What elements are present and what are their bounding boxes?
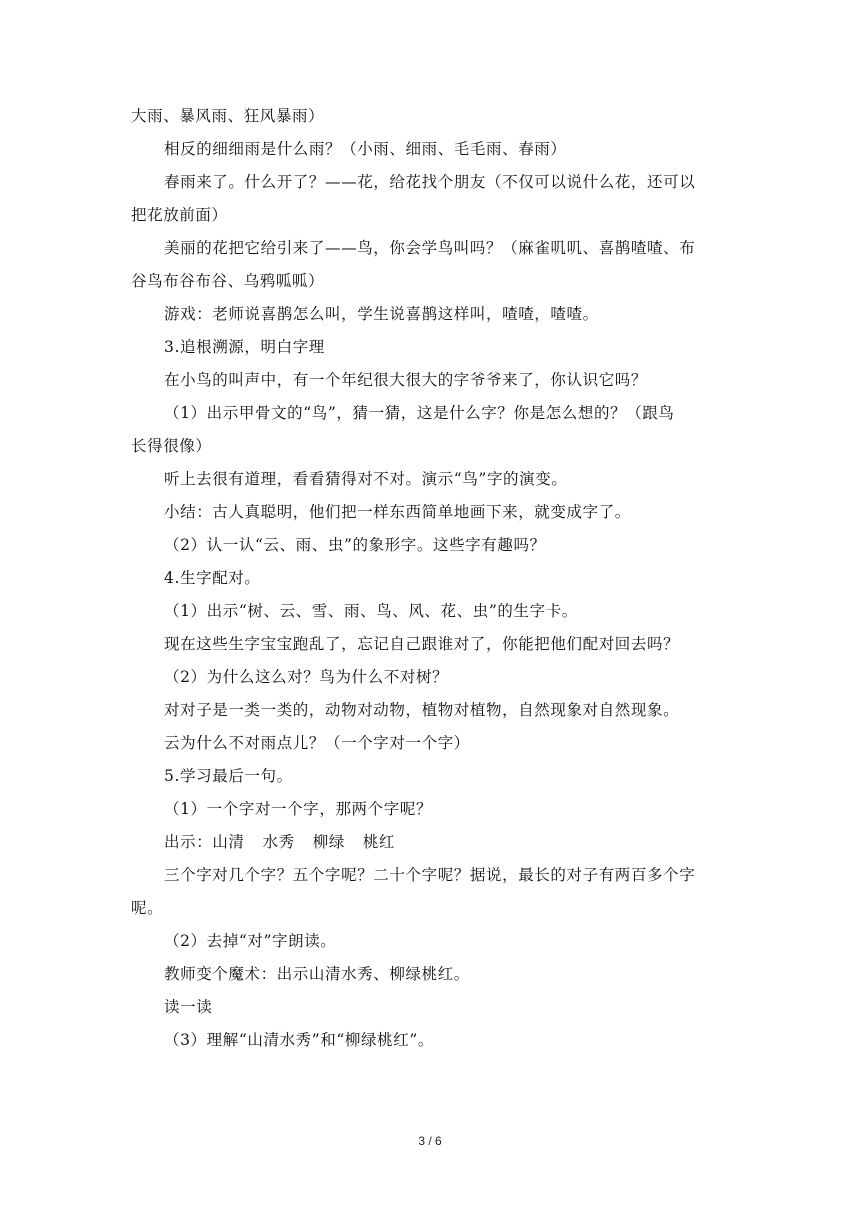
text-line: 大雨、暴风雨、狂风暴雨） <box>131 107 325 125</box>
display-line <box>131 826 731 859</box>
text-line: 美丽的花把它给引来了——鸟，你会学鸟叫吗？（麻雀叽叽、喜鹊喳喳、布 <box>164 239 696 257</box>
text-line: 云为什么不对雨点儿？（一个字对一个字） <box>164 734 470 752</box>
text-line: 游戏：老师说喜鹊怎么叫，学生说喜鹊这样叫，喳喳，喳喳。 <box>164 305 599 323</box>
text-line: 对对子是一类一类的，动物对动物，植物对植物，自然现象对自然现象。 <box>164 701 680 719</box>
text-line: 把花放前面） <box>131 206 228 224</box>
text-line: 春雨来了。什么开了？——花，给花找个朋友（不仅可以说什么花，还可以 <box>164 173 696 191</box>
text-line: （2）去掉“对”字朗读。 <box>164 932 337 950</box>
text-line: 读一读 <box>164 998 213 1016</box>
text-line: 小结：古人真聪明，他们把一样东西简单地画下来，就变成字了。 <box>164 503 631 521</box>
text-line: 长得很像） <box>131 437 212 455</box>
text-line: 呢。 <box>131 899 164 917</box>
text-line: （1）一个字对一个字，那两个字呢？ <box>164 800 433 818</box>
document-body <box>131 100 731 1057</box>
section-heading: 4.生字配对。 <box>164 569 261 587</box>
display-word: 柳绿 <box>312 833 345 851</box>
display-word: 山清 <box>212 833 245 851</box>
text-line: 教师变个魔术：出示山清水秀、柳绿桃红。 <box>164 965 470 983</box>
display-word: 水秀 <box>262 833 295 851</box>
text-line: （2）认一认“云、雨、虫”的象形字。这些字有趣吗？ <box>164 536 546 554</box>
display-label: 出示： <box>164 833 213 851</box>
text-line: 在小鸟的叫声中，有一个年纪很大很大的字爷爷来了，你认识它吗？ <box>164 371 648 389</box>
text-line: 谷鸟布谷布谷、乌鸦呱呱） <box>131 272 325 290</box>
text-line: （2）为什么这么对？鸟为什么不对树？ <box>164 668 449 686</box>
text-line: （1）出示甲骨文的“鸟”，猜一猜，这是什么字？你是怎么想的？（跟鸟 <box>164 404 675 422</box>
display-word: 桃红 <box>362 833 396 851</box>
text-line: 听上去很有道理，看看猜得对不对。演示“鸟”字的演变。 <box>164 470 568 488</box>
text-line: 三个字对几个字？五个字呢？二十个字呢？据说，最长的对子有两百多个字 <box>164 866 696 884</box>
text-line: 相反的细细雨是什么雨？（小雨、细雨、毛毛雨、春雨） <box>164 140 567 158</box>
text-line: 现在这些生字宝宝跑乱了，忘记自己跟谁对了，你能把他们配对回去吗？ <box>164 635 680 653</box>
section-heading: 5.学习最后一句。 <box>164 767 293 785</box>
section-heading: 3.追根溯源，明白字理 <box>164 338 325 356</box>
text-line: （1）出示“树、云、雪、雨、鸟、风、花、虫”的生字卡。 <box>164 602 578 620</box>
page-number: 3 / 6 <box>418 1134 442 1148</box>
text-line: （3）理解“山清水秀”和“柳绿桃红”。 <box>164 1031 434 1049</box>
